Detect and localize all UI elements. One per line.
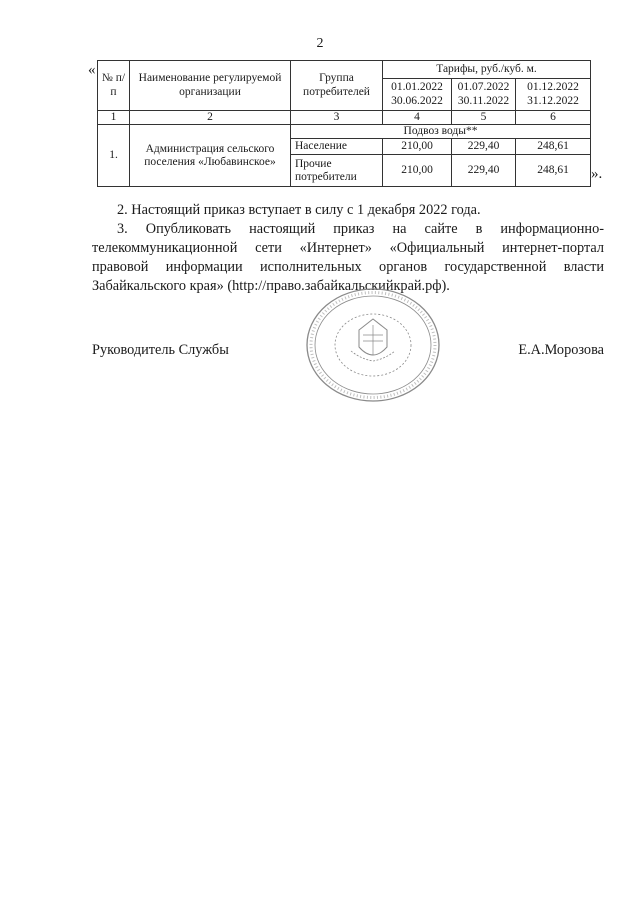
opening-quote: « [88,62,96,78]
header-period-3 [516,79,591,111]
column-number-2: 2 [130,111,291,125]
header-period-2 [452,79,516,111]
tariff-value: 210,00 [383,155,452,187]
group-name: Население [291,139,383,155]
signer-title: Руководитель Службы [92,342,229,358]
header-tariffs: Тарифы, руб./куб. м. [383,61,591,79]
column-number-5: 5 [452,111,516,125]
period-3-to: 31.12.2022 [527,94,579,107]
row-organization: Администрация сельского поселения «Любавинское» [130,125,291,187]
period-2-to: 30.11.2022 [457,94,510,107]
column-number-3: 3 [291,111,383,125]
tariff-value: 210,00 [383,139,452,155]
page-number: 2 [316,36,324,51]
header-organization: Наименование регулируемой организации [130,61,291,111]
paragraph-publication: 3. Опубликовать настоящий приказ на сайте в информационно-телекоммуникационной сети «Интернет» «Официальный интернет-портал правовой информации исполнительных органов государственной власти Забайкальского края» (http://право.забайкальскийкрай.рф). [92,221,604,294]
tariff-value: 229,40 [452,155,516,187]
closing-quote: ». [591,166,603,182]
tariff-value: 248,61 [516,155,591,187]
paragraph-effective-date: 2. Настоящий приказ вступает в силу с 1 декабря 2022 года. [117,202,481,218]
column-number-6: 6 [516,111,591,125]
group-name: Прочие потребители [291,155,383,187]
period-1-to: 30.06.2022 [391,94,443,107]
tariff-table [97,60,591,187]
header-number: № п/п [98,61,130,111]
period-3-from: 01.12.2022 [527,81,579,94]
column-number-4: 4 [383,111,452,125]
row-service: Подвоз воды** [291,125,591,139]
official-seal [303,285,443,405]
period-1-from: 01.01.2022 [391,81,443,94]
signer-name: Е.А.Морозова [518,342,604,358]
tariff-value: 229,40 [452,139,516,155]
header-consumer-group: Группа потребителей [291,61,383,111]
table-row [98,125,591,139]
header-period-1 [383,79,452,111]
period-2-from: 01.07.2022 [457,81,510,94]
row-number: 1. [98,125,130,187]
column-number-1: 1 [98,111,130,125]
tariff-value: 248,61 [516,139,591,155]
